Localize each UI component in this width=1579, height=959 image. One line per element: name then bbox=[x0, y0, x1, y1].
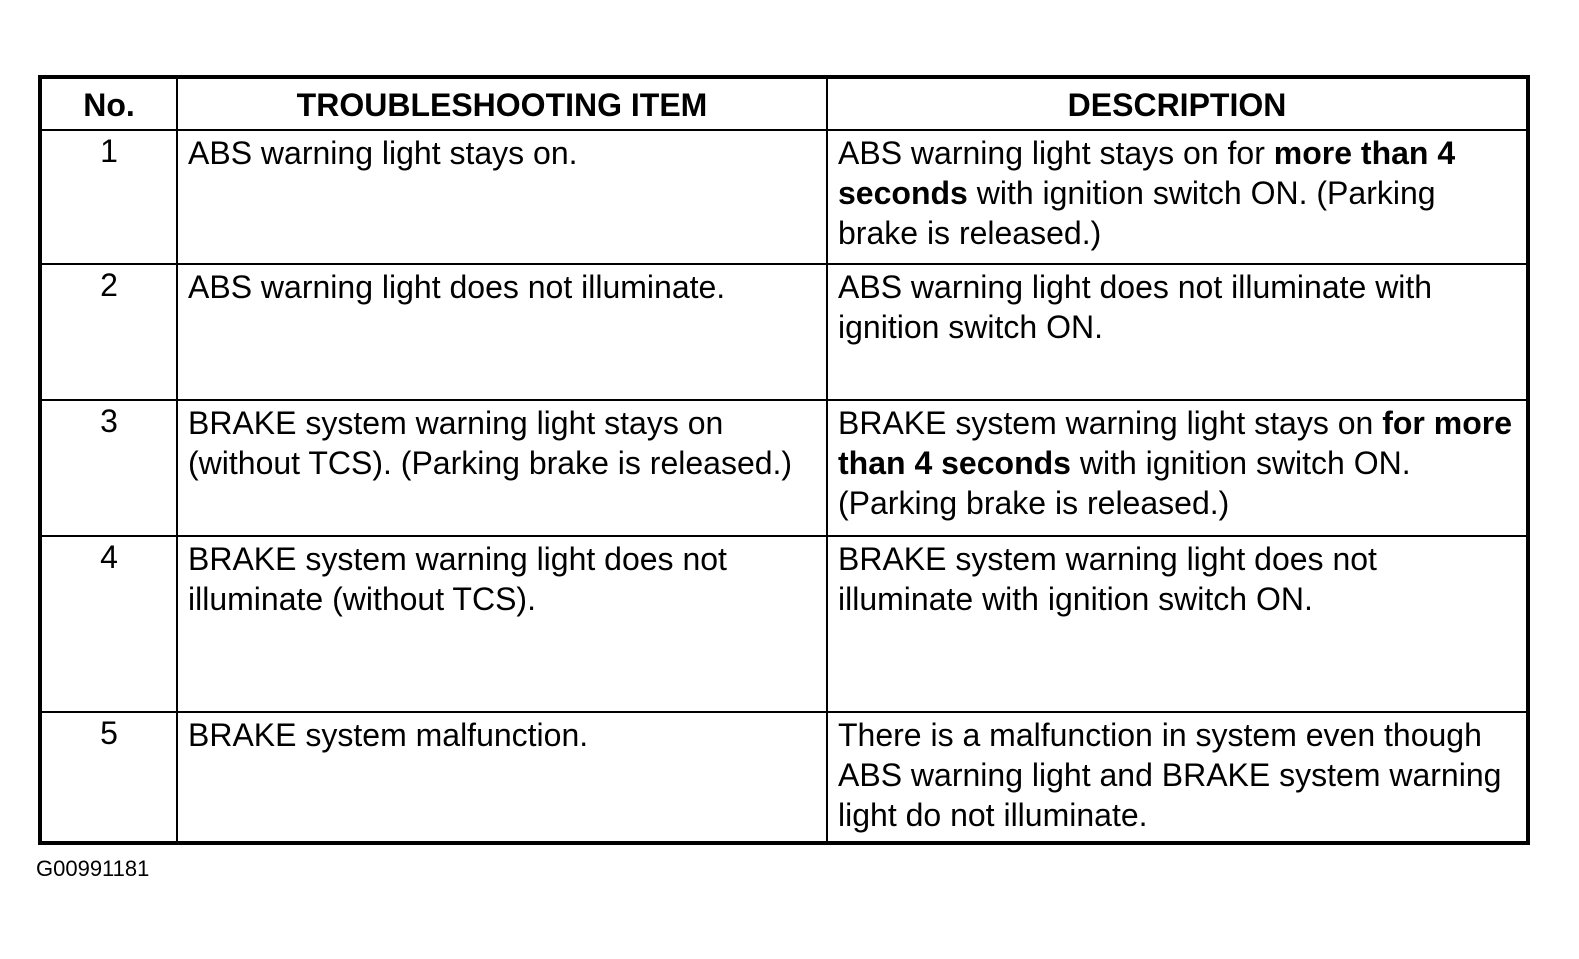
header-troubleshooting-item: TROUBLESHOOTING ITEM bbox=[177, 77, 827, 130]
troubleshooting-item: ABS warning light does not illuminate. bbox=[177, 264, 827, 400]
description bbox=[827, 400, 1528, 536]
troubleshooting-item: BRAKE system warning light stays on (without TCS). (Parking brake is released.) bbox=[177, 400, 827, 536]
row-number: 3 bbox=[40, 400, 177, 536]
table-row bbox=[40, 712, 1528, 843]
description bbox=[827, 536, 1528, 712]
description-text: There is a malfunction in system even though ABS warning light and BRAKE system warning light do not illuminate. bbox=[838, 717, 1502, 833]
table-body bbox=[40, 130, 1528, 843]
description-text: ABS warning light stays on for bbox=[838, 135, 1274, 171]
table-row bbox=[40, 130, 1528, 264]
description bbox=[827, 264, 1528, 400]
row-number: 2 bbox=[40, 264, 177, 400]
troubleshooting-item: BRAKE system malfunction. bbox=[177, 712, 827, 843]
header-description: DESCRIPTION bbox=[827, 77, 1528, 130]
description-emphasis: for more than 4 seconds bbox=[838, 405, 1513, 481]
description-text: BRAKE system warning light does not illuminate with ignition switch ON. bbox=[838, 541, 1377, 617]
figure-id: G00991181 bbox=[36, 856, 150, 881]
description bbox=[827, 130, 1528, 264]
row-number: 4 bbox=[40, 536, 177, 712]
description-text: with ignition switch ON. (Parking brake is released.) bbox=[838, 175, 1436, 251]
header-no: No. bbox=[40, 77, 177, 130]
table-row bbox=[40, 400, 1528, 536]
description-text: with ignition switch ON. (Parking brake is released.) bbox=[838, 445, 1411, 521]
description-emphasis: more than 4 seconds bbox=[838, 135, 1456, 211]
header-row bbox=[40, 77, 1528, 130]
description-text: ABS warning light does not illuminate with ignition switch ON. bbox=[838, 269, 1433, 345]
table-header bbox=[40, 77, 1528, 130]
troubleshooting-item: ABS warning light stays on. bbox=[177, 130, 827, 264]
row-number: 5 bbox=[40, 712, 177, 843]
troubleshooting-item: BRAKE system warning light does not illuminate (without TCS). bbox=[177, 536, 827, 712]
row-number: 1 bbox=[40, 130, 177, 264]
description bbox=[827, 712, 1528, 843]
troubleshooting-table bbox=[38, 75, 1530, 845]
table-row bbox=[40, 536, 1528, 712]
description-text: BRAKE system warning light stays on bbox=[838, 405, 1383, 441]
table-row bbox=[40, 264, 1528, 400]
